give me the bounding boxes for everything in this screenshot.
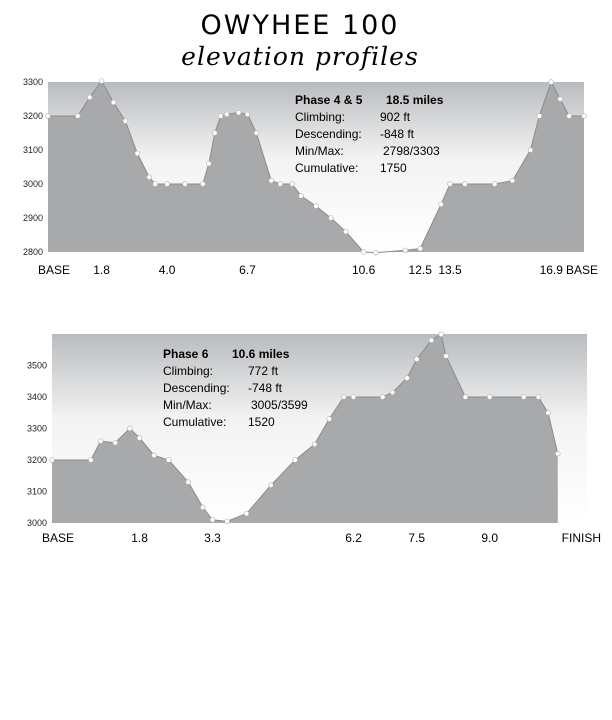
elevation-point	[113, 440, 118, 445]
elevation-point	[75, 114, 80, 119]
elevation-point	[111, 100, 116, 105]
y-tick-label: 3100	[22, 145, 43, 155]
page-title: OWYHEE 100	[200, 10, 400, 41]
y-tick-label: 3300	[26, 423, 47, 434]
elevation-point	[373, 250, 378, 255]
elevation-point	[210, 517, 215, 522]
page-subtitle: elevation profiles	[181, 42, 419, 71]
elevation-point	[254, 131, 259, 136]
elevation-chart-phase-6	[0, 326, 612, 556]
elevation-point	[327, 417, 332, 422]
elevation-point	[269, 178, 274, 183]
elevation-point	[558, 97, 563, 102]
elevation-point	[361, 250, 366, 255]
elevation-point	[137, 436, 142, 441]
elevation-point	[245, 112, 250, 117]
elevation-point	[224, 112, 229, 117]
y-tick-label: 3000	[26, 518, 47, 528]
elevation-point	[343, 229, 348, 234]
elevation-point	[50, 458, 55, 463]
x-tick-label: 13.5	[438, 263, 462, 277]
elevation-chart-phase-4-5	[0, 78, 612, 288]
info-value: -848 ft	[380, 127, 415, 141]
elevation-point	[448, 182, 453, 187]
elevation-point	[439, 332, 444, 337]
x-tick-label: 16.9	[539, 263, 563, 277]
info-label: Min/Max:	[295, 144, 344, 158]
info-label: Climbing:	[163, 364, 214, 378]
info-value: 1750	[380, 161, 407, 175]
elevation-point	[487, 395, 492, 400]
x-tick-label: BASE	[38, 263, 71, 277]
elevation-point	[429, 338, 434, 343]
info-label: Cumulative:	[295, 161, 359, 175]
elevation-point	[269, 483, 274, 488]
elevation-point	[380, 395, 385, 400]
elevation-point	[46, 114, 51, 119]
elevation-point	[89, 458, 94, 463]
elevation-point	[244, 511, 249, 516]
elevation-point	[127, 426, 132, 431]
elevation-point	[444, 354, 449, 359]
elevation-point	[147, 175, 152, 180]
elevation-point	[299, 194, 304, 199]
x-tick-label: 7.5	[408, 531, 426, 545]
elevation-point	[521, 395, 526, 400]
info-value: 902 ft	[380, 110, 411, 124]
elevation-point	[152, 453, 157, 458]
info-distance: 10.6 miles	[232, 347, 290, 361]
x-tick-label: BASE	[565, 263, 598, 277]
elevation-point	[293, 458, 298, 463]
elevation-point	[200, 182, 205, 187]
info-label: Descending:	[295, 127, 362, 141]
elevation-point	[463, 395, 468, 400]
elevation-point	[351, 395, 356, 400]
elevation-point	[418, 246, 423, 251]
x-tick-label: 9.0	[481, 531, 499, 545]
y-tick-label: 3200	[26, 455, 47, 465]
elevation-point	[98, 439, 103, 444]
elevation-point	[225, 519, 230, 524]
elevation-point	[290, 182, 295, 187]
elevation-point	[390, 390, 395, 395]
info-distance: 18.5 miles	[386, 93, 444, 107]
elevation-point	[123, 119, 128, 124]
elevation-point	[567, 114, 572, 119]
elevation-point	[236, 110, 241, 115]
elevation-point	[99, 79, 104, 84]
info-label: Cumulative:	[163, 415, 227, 429]
info-value: 2798/3303	[383, 144, 440, 158]
elevation-point	[405, 376, 410, 381]
elevation-point	[166, 458, 171, 463]
info-heading: Phase 6	[163, 347, 209, 361]
info-value: 772 ft	[248, 364, 279, 378]
x-tick-label: 1.8	[93, 263, 110, 277]
elevation-point	[510, 178, 515, 183]
elevation-point	[153, 182, 158, 187]
elevation-point	[212, 131, 217, 136]
elevation-point	[492, 182, 497, 187]
info-label: Min/Max:	[163, 398, 212, 412]
elevation-point	[165, 182, 170, 187]
x-tick-label: FINISH	[561, 531, 601, 545]
elevation-point	[87, 95, 92, 100]
info-value: -748 ft	[248, 381, 283, 395]
y-tick-label: 3000	[22, 179, 43, 189]
elevation-point	[186, 480, 191, 485]
y-tick-label: 3400	[26, 392, 47, 402]
elevation-point	[555, 451, 560, 456]
elevation-point	[135, 151, 140, 156]
elevation-point	[341, 395, 346, 400]
elevation-point	[278, 182, 283, 187]
y-tick-label: 3300	[22, 78, 43, 87]
elevation-point	[549, 80, 554, 85]
info-label: Descending:	[163, 381, 230, 395]
x-tick-label: 6.7	[239, 263, 256, 277]
elevation-point	[218, 114, 223, 119]
elevation-point	[206, 161, 211, 166]
elevation-point	[403, 248, 408, 253]
x-tick-label: 6.2	[345, 531, 362, 545]
elevation-point	[528, 148, 533, 153]
elevation-point	[537, 114, 542, 119]
elevation-point	[536, 395, 541, 400]
elevation-point	[314, 204, 319, 209]
y-tick-label: 3100	[26, 486, 47, 497]
elevation-point	[546, 410, 551, 415]
x-tick-label: 3.3	[204, 531, 221, 545]
x-tick-label: 4.0	[158, 263, 176, 277]
x-tick-label: 10.6	[351, 263, 376, 277]
elevation-point	[463, 182, 468, 187]
info-heading: Phase 4 & 5	[295, 93, 363, 107]
y-tick-label: 3500	[26, 360, 47, 371]
elevation-point	[414, 357, 419, 362]
elevation-point	[200, 505, 205, 510]
y-tick-label: 2800	[22, 247, 43, 257]
y-tick-label: 2900	[22, 213, 43, 223]
x-tick-label: BASE	[42, 531, 75, 545]
y-tick-label: 3200	[22, 111, 43, 121]
elevation-point	[329, 216, 334, 221]
x-tick-label: 12.5	[408, 263, 432, 277]
info-value: 1520	[248, 415, 275, 429]
elevation-point	[312, 442, 317, 447]
info-value: 3005/3599	[251, 398, 308, 412]
elevation-point	[183, 182, 188, 187]
elevation-point	[582, 114, 587, 119]
elevation-point	[439, 202, 444, 207]
info-label: Climbing:	[295, 110, 346, 124]
x-tick-label: 1.8	[131, 531, 148, 545]
